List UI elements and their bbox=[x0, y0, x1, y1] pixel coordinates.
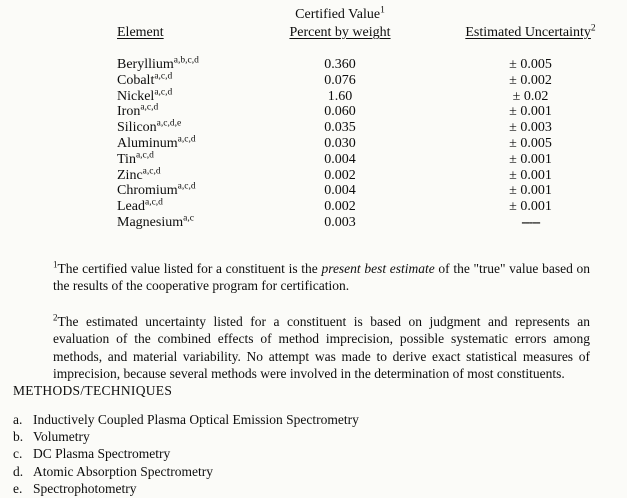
certified-value-footnote-marker: 1 bbox=[380, 5, 385, 16]
certified-values-table bbox=[0, 57, 627, 231]
certified-value: 0.002 bbox=[324, 199, 356, 215]
table-row bbox=[0, 57, 627, 73]
method-text: Volumetry bbox=[33, 429, 90, 445]
method-text: DC Plasma Spectrometry bbox=[33, 446, 171, 462]
element-footnote-refs: a,c,d bbox=[154, 71, 173, 82]
element-name: Iron bbox=[117, 104, 141, 120]
element-name: Beryllium bbox=[117, 57, 174, 72]
element-footnote-refs: a,c,d bbox=[144, 197, 163, 208]
list-item bbox=[13, 480, 359, 497]
list-item bbox=[13, 463, 359, 480]
certified-value: 1.60 bbox=[327, 88, 353, 104]
uncertainty-value: ± 0.003 bbox=[509, 120, 552, 136]
footnote-2-text: The estimated uncertainty listed for a constituent is based on judgment and represents an evaluation of the combined effects of method imprecision, possible systematic errors among methods, and material variability. No attempt was made to derive exact statistical measures of imprecision, because several methods were involved in the determination of most constituents. bbox=[53, 313, 590, 381]
element-footnote-refs: a,c,d bbox=[140, 102, 159, 113]
element-footnote-refs: a,c,d,e bbox=[156, 118, 182, 129]
methods-list bbox=[13, 411, 359, 497]
element-footnote-refs: a,b,c,d bbox=[173, 55, 199, 66]
column-header-estimated-uncertainty bbox=[458, 25, 603, 41]
method-text: Atomic Absorption Spectrometry bbox=[33, 463, 213, 479]
element-name: Lead bbox=[117, 199, 145, 215]
certified-value: 0.030 bbox=[324, 135, 356, 151]
element-footnote-refs: a,c,d bbox=[177, 134, 196, 145]
certified-value: 0.060 bbox=[324, 104, 356, 120]
certified-value: 0.004 bbox=[324, 151, 356, 167]
element-name: Magnesium bbox=[117, 214, 184, 230]
method-text: Inductively Coupled Plasma Optical Emission Spectrometry bbox=[33, 412, 359, 427]
uncertainty-value: ± 0.001 bbox=[509, 104, 552, 120]
uncertainty-value: ± 0.005 bbox=[509, 135, 552, 151]
uncertainty-value: ± 0.005 bbox=[509, 57, 552, 72]
list-item bbox=[13, 411, 359, 428]
certified-value: 0.076 bbox=[324, 72, 356, 88]
table-row bbox=[0, 215, 627, 231]
footnote-2-marker: 2 bbox=[53, 312, 58, 322]
element-name: Zinc bbox=[117, 167, 143, 183]
footnote-1-text: The certified value listed for a constituent is the bbox=[57, 260, 322, 276]
element-name: Cobalt bbox=[117, 72, 155, 88]
table-row bbox=[0, 73, 627, 89]
certified-value: 0.004 bbox=[324, 183, 356, 199]
table-row bbox=[0, 165, 627, 184]
uncertainty-value: ± 0.001 bbox=[509, 167, 552, 183]
element-name: Silicon bbox=[117, 120, 157, 136]
footnote-1-italic-text: present best estimate bbox=[321, 260, 435, 276]
column-header-percent-by-weight bbox=[280, 25, 400, 41]
methods-section-heading: METHODS/TECHNIQUES bbox=[13, 383, 173, 398]
method-letter: c. bbox=[13, 446, 23, 462]
uncertainty-value: ----- bbox=[521, 214, 540, 230]
estimated-uncertainty-footnote-marker: 2 bbox=[590, 23, 596, 34]
uncertainty-value: ± 0.001 bbox=[509, 151, 552, 167]
column-header-certified-value bbox=[280, 7, 400, 23]
element-name: Tin bbox=[117, 151, 136, 167]
element-name: Chromium bbox=[117, 183, 178, 199]
estimated-uncertainty-label: Estimated Uncertainty bbox=[465, 25, 591, 40]
element-footnote-refs: a,c,d bbox=[154, 86, 173, 97]
uncertainty-value: ± 0.02 bbox=[512, 88, 549, 104]
certified-value-label: Certified Value bbox=[295, 7, 381, 22]
uncertainty-value: ± 0.001 bbox=[509, 183, 552, 199]
table-row bbox=[0, 120, 627, 136]
uncertainty-value: ± 0.002 bbox=[509, 72, 552, 88]
column-header-element bbox=[117, 25, 164, 41]
element-name: Aluminum bbox=[117, 135, 178, 151]
certified-value: 0.003 bbox=[324, 214, 356, 230]
element-label: Element bbox=[117, 25, 164, 40]
element-footnote-refs: a,c bbox=[183, 213, 194, 224]
method-letter: d. bbox=[13, 463, 24, 479]
table-row bbox=[0, 152, 627, 168]
element-footnote-refs: a,c,d bbox=[135, 150, 154, 161]
method-letter: b. bbox=[13, 429, 24, 445]
table-row bbox=[0, 104, 627, 120]
element-footnote-refs: a,c,d bbox=[177, 181, 196, 192]
element-name: Nickel bbox=[117, 88, 155, 104]
table-row bbox=[0, 86, 627, 105]
footnote-2 bbox=[53, 313, 590, 383]
footnote-1-text-cont: of the "true" value based on the results of the cooperative program for certification. bbox=[53, 260, 590, 293]
table-row bbox=[0, 183, 627, 199]
method-letter: e. bbox=[13, 480, 23, 496]
method-letter: a. bbox=[13, 412, 23, 427]
method-text: Spectrophotometry bbox=[33, 480, 137, 496]
uncertainty-value: ± 0.001 bbox=[509, 199, 552, 215]
certified-value: 0.360 bbox=[324, 57, 356, 72]
percent-by-weight-label: Percent by weight bbox=[289, 25, 391, 40]
certified-value: 0.002 bbox=[324, 167, 356, 183]
table-row bbox=[0, 136, 627, 152]
element-footnote-refs: a,c,d bbox=[142, 165, 161, 176]
table-row bbox=[0, 199, 627, 215]
certified-value: 0.035 bbox=[324, 120, 356, 136]
list-item bbox=[13, 445, 359, 462]
footnote-1 bbox=[53, 260, 590, 295]
footnote-1-marker: 1 bbox=[53, 259, 58, 269]
list-item bbox=[13, 428, 359, 445]
